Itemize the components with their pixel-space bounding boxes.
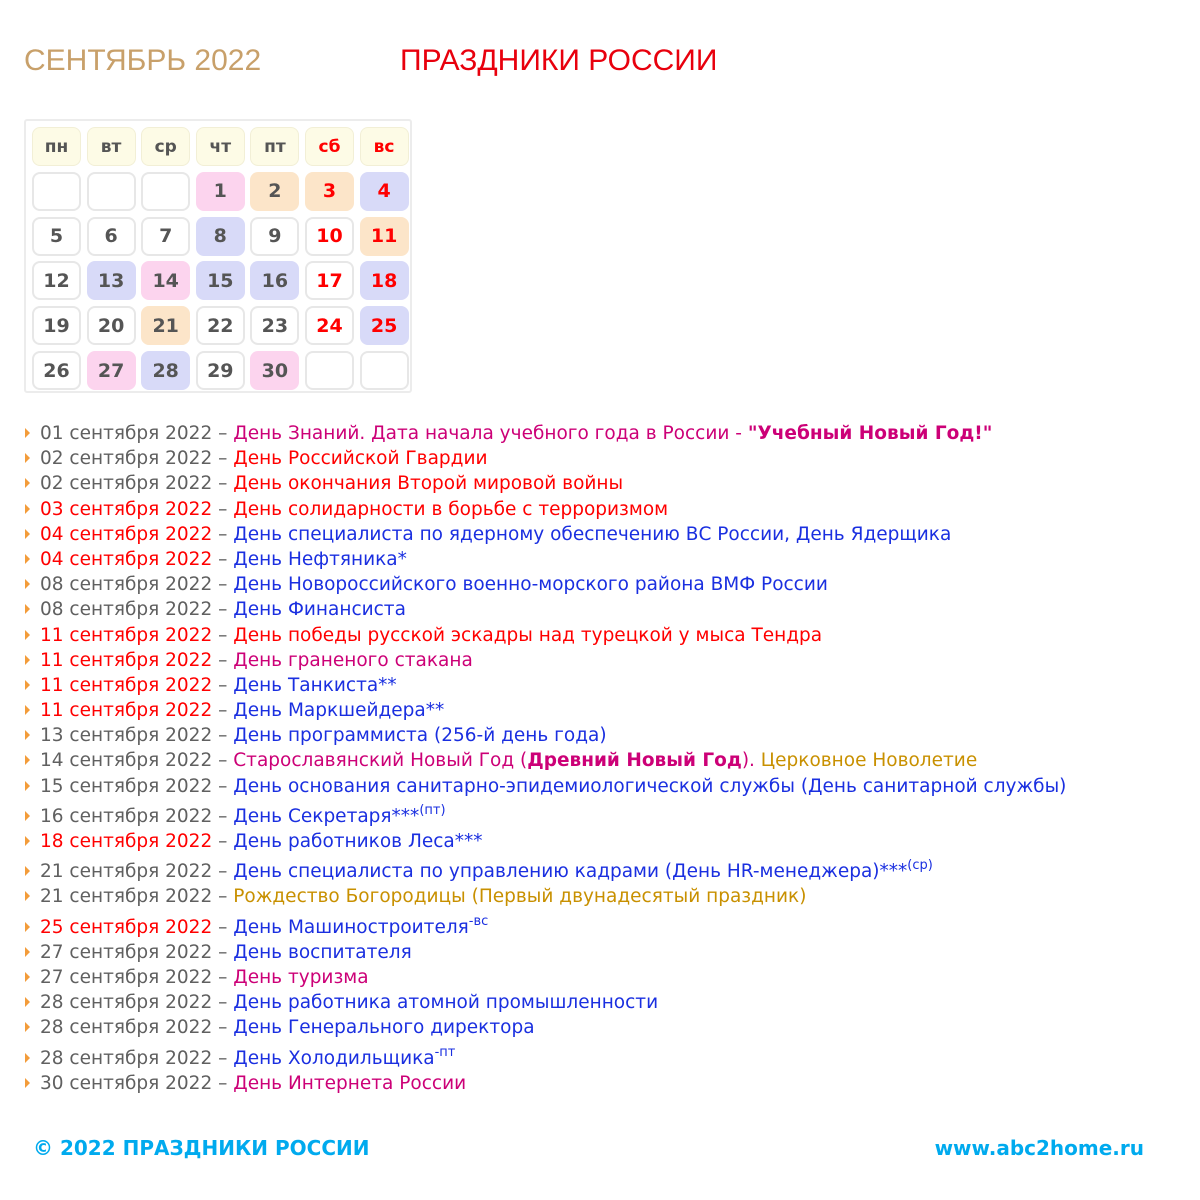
event-dash: – [218,831,228,852]
event-dash: – [218,916,228,938]
event-name-part: День Интернета России [233,1072,467,1094]
event-name-part: День Знаний. Дата начала учебного года в России - [233,423,748,444]
bullet-arrow-icon [25,997,30,1007]
event-note: (пт) [419,802,446,818]
calendar-day[interactable]: 6 [87,217,136,256]
month-title: СЕНТЯБРЬ 2022 [24,44,262,77]
event-item [24,522,1066,547]
calendar-day[interactable]: 21 [141,306,190,345]
site-title: ПРАЗДНИКИ РОССИИ [400,44,718,77]
bullet-arrow-icon [25,866,30,876]
event-dash: – [218,861,228,883]
calendar-empty-cell [87,172,136,211]
event-date: 28 сентября 2022 [40,1017,213,1039]
bullet-arrow-icon [25,1078,30,1088]
event-name-part: День Танкиста** [233,674,397,696]
event-item [24,940,1066,965]
event-dash: – [218,423,228,444]
event-dash: – [218,966,228,988]
event-name-part: День Новороссийского военно-морского района ВМФ России [233,574,828,596]
event-dash: – [218,1047,228,1069]
event-name [233,448,487,469]
calendar-grid [24,119,412,393]
event-name [233,1017,534,1038]
event-name-part: День специалиста по ядерному обеспечению ВС России, День Ядерщика [233,523,952,545]
calendar-day[interactable]: 12 [32,261,81,300]
event-item [24,698,1066,723]
weekday-header: вт [87,127,136,166]
event-name [233,942,411,963]
calendar-day[interactable]: 2 [250,172,299,211]
event-name [233,858,933,883]
event-dash: – [218,805,228,827]
event-name [233,423,992,444]
bullet-arrow-icon [25,453,30,463]
event-name [233,700,444,721]
event-item [24,1046,1066,1071]
calendar-day[interactable]: 11 [360,217,409,256]
calendar-day[interactable]: 26 [32,351,81,390]
event-dash: – [218,674,228,696]
bullet-arrow-icon [25,604,30,614]
event-name [233,776,1066,797]
event-item [24,471,1066,496]
event-note: -вс [468,913,489,929]
event-name-part: День Секретаря*** [233,805,420,827]
event-date: 02 сентября 2022 [40,448,213,470]
event-dash: – [218,574,228,596]
event-name-part: День программиста (256-й день года) [233,725,607,747]
event-dash: – [218,750,228,772]
event-dash: – [218,599,228,621]
bullet-arrow-icon [25,655,30,665]
event-item [24,1071,1066,1096]
event-date: 21 сентября 2022 [40,886,213,908]
event-item [24,1015,1066,1040]
event-date: 03 сентября 2022 [40,498,213,520]
event-name [233,524,951,545]
event-date: 15 сентября 2022 [40,775,213,797]
bullet-arrow-icon [25,811,30,821]
event-item [24,446,1066,471]
event-name [233,725,606,746]
event-item [24,829,1066,854]
event-name [233,549,407,570]
event-name-part: День основания санитарно-эпидемиологической службы (День санитарной службы) [233,775,1067,797]
event-date: 21 сентября 2022 [40,861,213,883]
event-name [233,675,396,696]
calendar-day[interactable]: 10 [305,217,354,256]
event-name-part: День воспитателя [233,941,412,963]
calendar-day[interactable]: 15 [196,261,245,300]
event-dash: – [218,941,228,963]
bullet-arrow-icon [25,891,30,901]
event-date: 08 сентября 2022 [40,599,213,621]
event-item [24,990,1066,1015]
calendar-day[interactable]: 24 [305,306,354,345]
event-date: 30 сентября 2022 [40,1072,213,1094]
event-name-part: День Генерального директора [233,1017,535,1039]
event-date: 08 сентября 2022 [40,574,213,596]
event-date: 16 сентября 2022 [40,805,213,827]
event-item [24,723,1066,748]
event-name-part: День Холодильщика [233,1047,435,1069]
event-name-part: День граненого стакана [233,649,473,671]
event-item [24,804,1066,829]
event-name-part: День победы русской эскадры над турецкой у мыса Тендра [233,624,823,646]
event-name-part: ). [741,750,761,772]
calendar-day[interactable]: 27 [87,351,136,390]
calendar-day[interactable]: 1 [196,172,245,211]
event-dash: – [218,523,228,545]
bullet-arrow-icon [25,922,30,932]
event-item [24,572,1066,597]
weekday-header: пн [32,127,81,166]
event-dash: – [218,448,228,470]
event-date: 11 сентября 2022 [40,674,213,696]
event-date: 04 сентября 2022 [40,548,213,570]
calendar-day[interactable]: 8 [196,217,245,256]
footer-copyright: © 2022 ПРАЗДНИКИ РОССИИ [33,1136,370,1160]
calendar-day[interactable]: 25 [360,306,409,345]
bullet-arrow-icon [25,529,30,539]
event-item [24,884,1066,909]
event-dash: – [218,1072,228,1094]
event-name [233,625,822,646]
event-name [233,473,623,494]
bullet-arrow-icon [25,705,30,715]
bullet-arrow-icon [25,730,30,740]
event-date: 01 сентября 2022 [40,423,213,444]
calendar-empty-cell [141,172,190,211]
event-item [24,648,1066,673]
event-date: 11 сентября 2022 [40,700,213,722]
calendar-day[interactable]: 4 [360,172,409,211]
calendar-day[interactable]: 19 [32,306,81,345]
event-item [24,547,1066,572]
event-name [233,967,368,988]
event-date: 02 сентября 2022 [40,473,213,495]
event-name [233,913,489,938]
event-name-part: День работника атомной промышленности [233,992,659,1014]
calendar-day[interactable]: 20 [87,306,136,345]
bullet-arrow-icon [25,504,30,514]
bullet-arrow-icon [25,1022,30,1032]
weekday-header: пт [250,127,299,166]
calendar-empty-cell [360,351,409,390]
bullet-arrow-icon [25,836,30,846]
event-name-part: День специалиста по управлению кадрами (День HR-менеджера)*** [233,861,908,883]
event-dash: – [218,473,228,495]
event-item [24,774,1066,799]
event-name-part: День Машиностроителя [233,916,469,938]
event-name [233,802,446,827]
event-item [24,859,1066,884]
event-name-part: Старославянский Новый Год ( [233,750,528,772]
calendar-day[interactable]: 22 [196,306,245,345]
event-name-part: День Российской Гвардии [233,448,488,470]
event-dash: – [218,624,228,646]
bullet-arrow-icon [25,1053,30,1063]
calendar-day[interactable]: 7 [141,217,190,256]
weekday-header: ср [141,127,190,166]
event-name-part: Древний Новый Год [527,750,742,772]
calendar-day[interactable]: 28 [141,351,190,390]
calendar-day[interactable]: 18 [360,261,409,300]
event-date: 14 сентября 2022 [40,750,213,772]
event-name [233,599,406,620]
event-dash: – [218,886,228,908]
calendar-day[interactable]: 17 [305,261,354,300]
bullet-arrow-icon [25,478,30,488]
calendar-empty-cell [32,172,81,211]
event-dash: – [218,992,228,1014]
event-item [24,915,1066,940]
event-item [24,673,1066,698]
event-name-part: День Маркшейдера** [233,700,445,722]
event-name [233,650,473,671]
event-dash: – [218,775,228,797]
event-date: 25 сентября 2022 [40,916,213,938]
calendar-day[interactable]: 30 [250,351,299,390]
event-name-part: День туризма [233,966,369,988]
event-item [24,623,1066,648]
bullet-arrow-icon [25,630,30,640]
event-name-part: "Учебный Новый Год!" [747,423,993,444]
event-item [24,421,1066,446]
bullet-arrow-icon [25,428,30,438]
bullet-arrow-icon [25,947,30,957]
bullet-arrow-icon [25,755,30,765]
event-dash: – [218,1017,228,1039]
event-note: -пт [434,1044,456,1060]
event-name [233,499,668,520]
bullet-arrow-icon [25,579,30,589]
event-name-part: Рождество Богородицы (Первый двунадесятый праздник) [233,886,807,908]
event-date: 18 сентября 2022 [40,831,213,852]
event-item [24,965,1066,990]
event-name-part: Церковное Новолетие [760,750,978,772]
calendar-empty-cell [305,351,354,390]
event-name-part: День работников Леса*** [233,831,483,852]
event-name-part: День окончания Второй мировой войны [233,473,624,495]
event-date: 13 сентября 2022 [40,725,213,747]
event-name [233,992,658,1013]
event-name-part: День Финансиста [233,599,406,621]
event-name [233,886,806,907]
event-dash: – [218,498,228,520]
event-date: 28 сентября 2022 [40,1047,213,1069]
event-date: 04 сентября 2022 [40,523,213,545]
calendar-day[interactable]: 9 [250,217,299,256]
event-dash: – [218,548,228,570]
bullet-arrow-icon [25,781,30,791]
event-dash: – [218,649,228,671]
event-dash: – [218,725,228,747]
event-name [233,1073,466,1094]
bullet-arrow-icon [25,680,30,690]
calendar-day[interactable]: 14 [141,261,190,300]
bullet-arrow-icon [25,972,30,982]
event-name-part: День солидарности в борьбе с терроризмом [233,498,669,520]
weekday-header: сб [305,127,354,166]
footer-site-link[interactable]: www.abc2home.ru [934,1136,1144,1160]
events-list [24,421,1066,1096]
event-date: 11 сентября 2022 [40,624,213,646]
bullet-arrow-icon [25,554,30,564]
calendar-day[interactable]: 3 [305,172,354,211]
event-item [24,497,1066,522]
event-note: (ср) [907,858,933,874]
calendar-day[interactable]: 5 [32,217,81,256]
event-item [24,597,1066,622]
calendar-day[interactable]: 23 [250,306,299,345]
event-item [24,748,1066,773]
calendar-day[interactable]: 16 [250,261,299,300]
event-date: 28 сентября 2022 [40,992,213,1014]
event-name [233,750,977,771]
event-name [233,1044,456,1069]
calendar-day[interactable]: 29 [196,351,245,390]
weekday-header: чт [196,127,245,166]
event-name [233,831,482,852]
event-name-part: День Нефтяника* [233,548,407,570]
event-date: 27 сентября 2022 [40,941,213,963]
event-dash: – [218,700,228,722]
weekday-header: вс [360,127,409,166]
event-name [233,574,828,595]
calendar-day[interactable]: 13 [87,261,136,300]
event-date: 27 сентября 2022 [40,966,213,988]
event-date: 11 сентября 2022 [40,649,213,671]
